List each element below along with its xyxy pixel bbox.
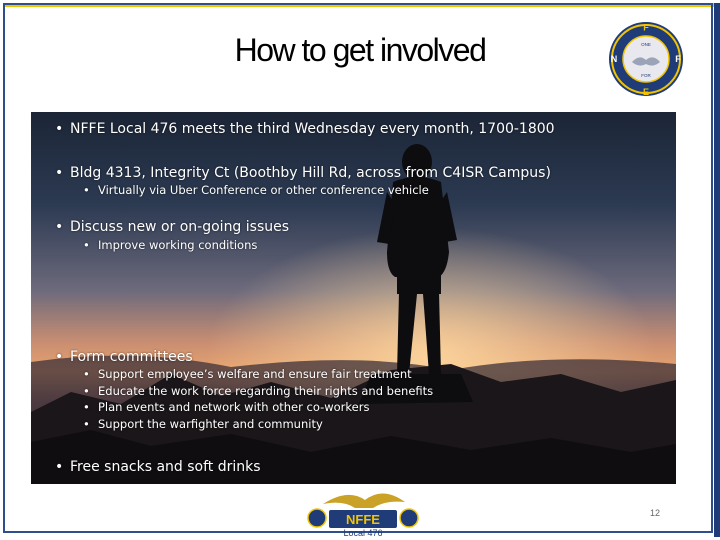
seal-ring-word-1: ONE bbox=[641, 42, 651, 47]
page-number: 12 bbox=[650, 508, 661, 518]
sub-bullet-plan-events bbox=[83, 399, 369, 416]
sub-bullet-glyph: • bbox=[83, 183, 90, 197]
sub-bullet-text: Virtually via Uber Conference or other conference vehicle bbox=[98, 183, 429, 197]
nffe-seal-logo bbox=[607, 20, 685, 98]
seal-letter-top: F bbox=[643, 22, 649, 33]
sub-bullet-glyph: • bbox=[83, 367, 90, 381]
bullet-glyph: • bbox=[55, 121, 64, 137]
bullet-glyph: • bbox=[55, 349, 64, 365]
sub-bullet-warfighter bbox=[83, 416, 323, 433]
bullet-glyph: • bbox=[55, 459, 64, 475]
sub-bullet-working-conditions bbox=[83, 237, 257, 254]
footer-logo-text: NFFE bbox=[346, 512, 380, 527]
bullet-free-snacks bbox=[55, 459, 261, 475]
sub-bullet-glyph: • bbox=[83, 400, 90, 414]
sub-bullet-text: Educate the work force regarding their rights and benefits bbox=[98, 384, 434, 398]
sub-bullet-virtual bbox=[83, 182, 429, 199]
bullet-location bbox=[55, 165, 551, 181]
sub-bullet-text: Plan events and network with other co-workers bbox=[98, 400, 370, 414]
sub-bullet-glyph: • bbox=[83, 384, 90, 398]
bullet-text: Discuss new or on-going issues bbox=[70, 219, 290, 235]
footer-local-label: Local 476 bbox=[343, 528, 383, 538]
seal-letter-bottom: E bbox=[642, 87, 650, 97]
bullet-text: Free snacks and soft drinks bbox=[70, 459, 261, 475]
bullet-glyph: • bbox=[55, 165, 64, 181]
sub-bullet-welfare bbox=[83, 366, 412, 383]
seal-letter-left: N bbox=[610, 54, 618, 64]
bullet-meeting-schedule bbox=[55, 121, 555, 137]
sub-bullet-text: Support employee’s welfare and ensure fair treatment bbox=[98, 367, 412, 381]
bullet-form-committees bbox=[55, 349, 193, 365]
sub-bullet-text: Support the warfighter and community bbox=[98, 417, 323, 431]
bullet-text: Bldg 4313, Integrity Ct (Boothby Hill Rd, across from C4ISR Campus) bbox=[70, 165, 551, 181]
slide-title: How to get involved bbox=[234, 32, 486, 68]
bullet-text: Form committees bbox=[70, 349, 193, 365]
sub-bullet-educate bbox=[83, 383, 433, 400]
seal-letter-right: F bbox=[675, 54, 681, 64]
bullet-text: NFFE Local 476 meets the third Wednesday every month, 1700-1800 bbox=[70, 121, 555, 137]
bullet-discuss-issues bbox=[55, 219, 289, 235]
sub-bullet-glyph: • bbox=[83, 417, 90, 431]
seal-ring-word-2: FOR bbox=[641, 73, 651, 78]
sub-bullet-text: Improve working conditions bbox=[98, 238, 258, 252]
bullet-glyph: • bbox=[55, 219, 64, 235]
frame-right-accent bbox=[714, 3, 720, 537]
slide-body bbox=[31, 112, 676, 484]
sub-bullet-glyph: • bbox=[83, 238, 90, 252]
